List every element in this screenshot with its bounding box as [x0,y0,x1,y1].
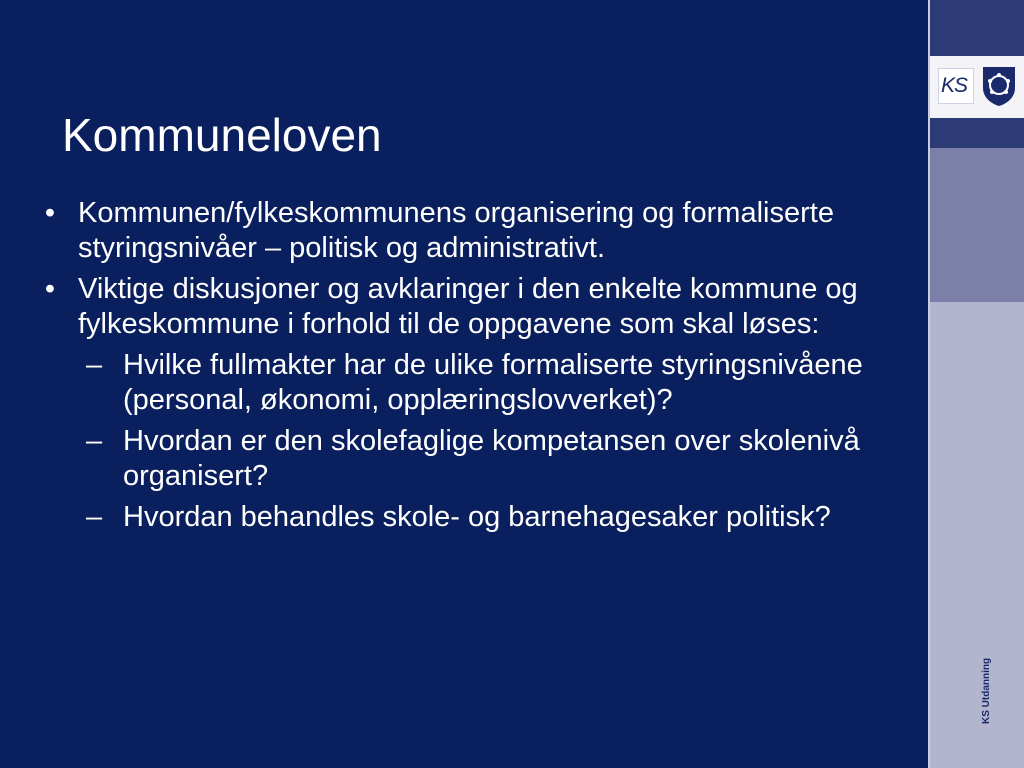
subbullet-text: Hvilke fullmakter har de ulike formaliserte styringsnivåene (personal, økonomi, opplæringslovverket)? [123,349,863,416]
slide-content [40,196,920,541]
slide-title: Kommuneloven [62,109,382,161]
sidebar-band-dark [930,118,1024,148]
ks-logo-text: KS [941,74,968,97]
subbullet-text: Hvordan behandles skole- og barnehagesaker politisk? [123,501,831,533]
sidebar-band-top [930,0,1024,56]
bullet-item [40,196,920,266]
sidebar-band-mid [930,148,1024,302]
subbullet-text: Hvordan er den skolefaglige kompetansen over skolenivå organisert? [123,425,860,492]
crest-icon [980,64,1018,108]
subbullet-item [40,348,920,418]
bullet-marker: • [44,273,56,305]
bullet-text: Kommunen/fylkeskommunens organisering og formaliserte styringsnivåer – politisk og administrativt. [78,197,834,264]
sidebar [928,0,1024,768]
bullet-text: Viktige diskusjoner og avklaringer i den enkelte kommune og fylkeskommune i forhold til de oppgavene som skal løses: [78,273,858,340]
ks-utdanning-label: KS Utdanning [981,657,992,724]
subbullet-item [40,424,920,494]
bullet-item [40,272,920,342]
sidebar-band-light [930,302,1024,768]
ks-logo [938,68,974,104]
subbullet-marker: – [86,349,103,381]
bullet-marker: • [44,197,56,229]
subbullet-marker: – [86,425,103,457]
subbullet-item [40,500,920,535]
subbullet-marker: – [86,501,103,533]
